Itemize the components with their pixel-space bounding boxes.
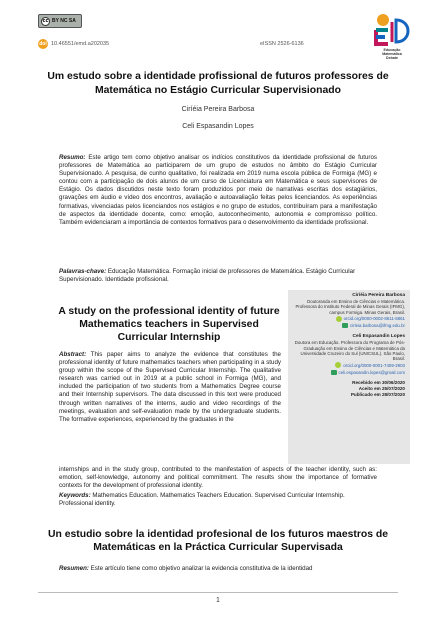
orcid-link-2[interactable]: orcid.org/0000-0001-7409-2903: [343, 362, 405, 368]
keywords-english: [59, 492, 377, 508]
abstract-english-part-2: internships and in the study group, contributed to the manifestation of aspects of the teacher identity, such as: emotion, self-knowledge, autonomy and political commitment. The results show the importance of formative contexts for the development of professional identity.: [59, 466, 377, 490]
title-portuguese: Um estudo sobre a identidade profissional de futuros professores de Matemática no Estágio Curricular Supervisionado: [47, 71, 389, 96]
abstract-en-label: Abstract:: [59, 351, 87, 358]
doi-row: [38, 39, 109, 49]
email-icon: [331, 370, 337, 375]
doi-link[interactable]: 10.46551/emd.a202035: [51, 41, 110, 47]
abstract-english-part-1: [59, 351, 281, 424]
abstract-es-label: Resumen:: [59, 565, 89, 572]
orcid-link-1[interactable]: orcid.org/0000-0002-8611-6861: [343, 316, 405, 322]
sidebar-author-2-desc: Doutora em Educação. Professora do Programa de Pós-Graduação em Ensino de Ciências e Matemática da Universidade Cruzeiro do Sul (UNICSUL). São Paulo, Brasil.: [294, 340, 405, 362]
title-english: A study on the professional identity of future Mathematics teachers in Supervised Curricular Internship: [58, 306, 280, 343]
eissn: eISSN 2526-6136: [260, 41, 304, 47]
orcid-icon: [336, 316, 342, 322]
sidebar-author-2-name: Celi Espasandin Lopes: [352, 334, 405, 340]
published-date: Publicado em 28/07/2020: [350, 391, 405, 397]
page-header: [38, 12, 408, 61]
title-spanish: Un estudio sobre la identidad profesional de los futuros maestros de Matemáticas en la Práctica Curricular Supervisada: [47, 529, 389, 553]
abstract-portuguese: [59, 154, 377, 227]
email-link-1[interactable]: cirleia.barbosa@ifmg.edu.br: [350, 323, 405, 329]
keywords-pt-label: Palavras-chave:: [59, 268, 107, 275]
sidebar-author-1-desc: Doutoranda em Ensino de Ciências e Matemática. Professora do Instituto Federal de Minas Gerais (IFMG), campus Formiga. Minas Gerais, Brasil.: [295, 299, 405, 315]
doi-icon: doi: [39, 41, 47, 47]
abstract-pt-text: Este artigo tem como objetivo analisar os indícios constitutivos da identidade profissional de futuros professores de Matemática ao participarem de um grupo de estudos no âmbito do Estágio Curricular Supervisionado. A pesquisa, de cunho qualitativo, foi realizada em 2019 numa escola pública de Formiga (MG) e contou com a participação de dois alunos de um curso de Licenciatura em Matemática e seus supervisores de Estágio. Os dados discutidos neste texto foram produzidos por meio de narrativas escritas dos estagiários, gravações em áudio e vídeo dos encontros, avaliação e autoavaliação feitas pelos licenciandos. As experiências formativas, vivenciadas pelos licenciandos nos estágios e no grupo de estudos, contribuíram para a manifestação de aspectos da identidade docente, como: emoção, autoconhecimento, autonomia e compromisso político. Também evidenciaram a importância de contextos formativos para o desenvolvimento da identidade profissional.: [59, 154, 377, 226]
sidebar-author-1-email[interactable]: [293, 322, 405, 329]
creative-commons-badge[interactable]: [38, 14, 82, 28]
email-link-2[interactable]: celi.espasandin.lopes@gmail.com: [338, 369, 405, 375]
keywords-pt-text: Educação Matemática. Formação inicial de professores de Matemática. Estágio Curricular Supervisionado. Identidade profissional.: [59, 268, 356, 284]
keywords-en-text: Mathematics Education. Mathematics Teachers Education. Supervised Curricular Internship. Professional identity.: [59, 492, 345, 508]
abstract-pt-label: Resumo:: [59, 154, 86, 161]
sidebar-author-2-email[interactable]: [293, 369, 405, 376]
orcid-icon: [335, 362, 341, 368]
journal-logo-caption: Educação Matemática Debate: [382, 48, 402, 61]
abstract-en-text-a: This paper aims to analyze the evidence that constitutes the professional identity of future mathematics teachers when participating in a study group within the scope of the Supervised Curricular Internship. The qualitative research was carried out in 2019 at a public school in Formiga (MG), and included the participation of two students from a Mathematics Degree course and their Internship supervisors. The data discussed in this text were produced through written narratives of the interns, audio and video recordings of the meetings, evaluation and self-evaluation made by the undergraduate students. The formative experiences, experienced by the graduates in the: [59, 351, 281, 423]
received-date: Recebido em 30/06/2020: [352, 379, 405, 385]
keywords-en-label: Keywords:: [59, 492, 91, 499]
footer-divider: [38, 592, 398, 593]
page-number: 1: [216, 597, 220, 604]
sidebar-author-1-name: Ciríéia Pereira Barbosa: [352, 293, 405, 298]
email-icon: [342, 323, 348, 328]
publication-dates: [293, 380, 405, 398]
abstract-spanish: [59, 565, 377, 573]
author-name-2: Celi Espasandin Lopes: [182, 123, 254, 130]
abstract-es-text: Este artículo tiene como objetivo analizar la evidencia constitutiva de la identidad: [88, 565, 313, 572]
cc-icon: cc: [42, 17, 49, 24]
sidebar-author-1-orcid[interactable]: [293, 315, 405, 322]
accepted-date: Aceito em 25/07/2020: [358, 385, 405, 391]
sidebar-author-2-orcid[interactable]: [293, 362, 405, 369]
keywords-portuguese: [59, 268, 377, 284]
author-name-1: Ciríéia Pereira Barbosa: [181, 106, 255, 113]
cc-license-label: BY NC SA: [52, 18, 76, 24]
author-info-sidebar: [288, 290, 410, 464]
